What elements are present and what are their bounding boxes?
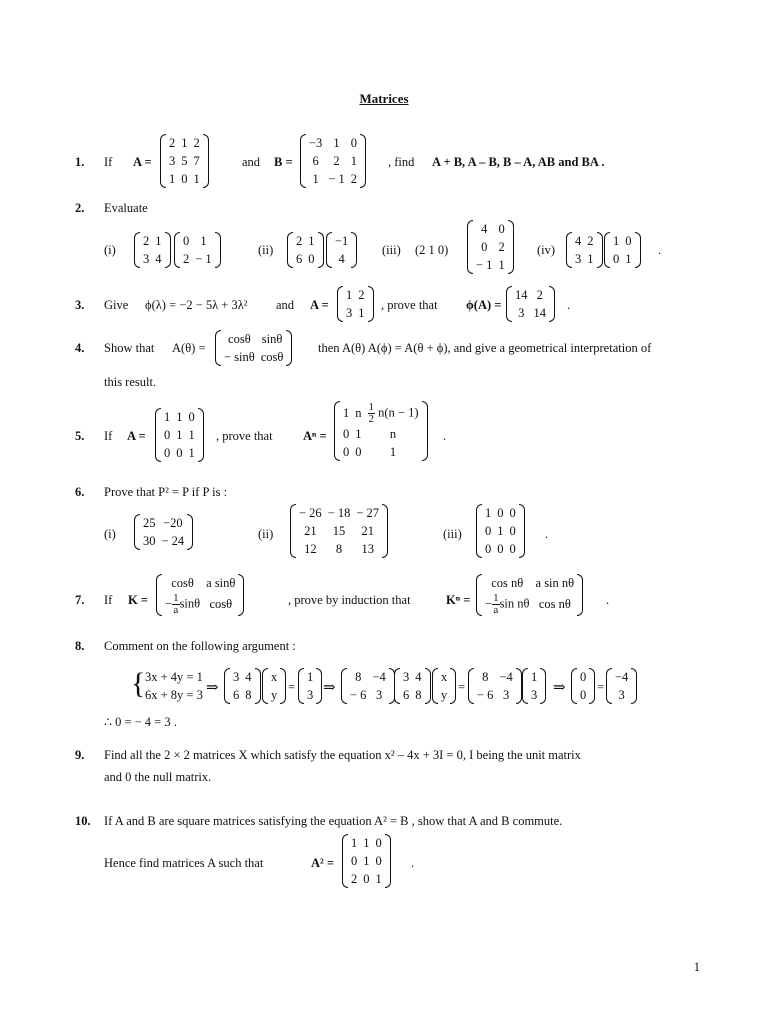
q3-phi-a: ϕ(A) = [466,298,502,312]
q8-vector-43 [606,668,637,704]
q8-zero-vector [571,668,595,704]
matrix-cell: 15 [332,524,346,538]
matrix-cell: 2 [193,136,200,150]
q9-line-1: Find all the 2 × 2 matrices X which satisfy the equation x² – 4x + 3I = 0, I being the unit matrix [104,748,581,762]
q4-rotation-matrix [215,330,292,366]
q1-number: 1. [75,155,85,169]
matrix-cell: 1 [497,524,504,538]
matrix-cell: 1 [155,234,162,248]
matrix-cell: − 6 [350,688,367,702]
q8-matrix-34b [394,668,431,704]
q1-b-label: B = [274,155,293,169]
q8-implies-2: ⇒ [323,680,336,696]
q2-iii-matrix [467,220,514,274]
matrix-cell: 0 [363,872,370,886]
matrix-cell: 1 [181,136,188,150]
matrix-cell: 2 [587,234,594,248]
matrix-cell: −1 [335,234,349,248]
matrix-cell: 4 [245,670,252,684]
matrix-cell: 0 [181,172,188,186]
q4-a-theta: A(θ) = [172,341,206,355]
q2-i-matrix-2 [174,232,221,268]
matrix-cell: 1 [176,428,183,442]
matrix-cell: 0 [176,446,183,460]
q1-find: , find [388,155,415,169]
matrix-cell: 1 [485,506,492,520]
matrix-cell: 1 [613,234,620,248]
matrix-cell: 0 [183,234,190,248]
matrix-cell: 0 [509,506,516,520]
q8-vector-13 [298,668,322,704]
q10-line-1: If A and B are square matrices satisfying the equation A² = B , show that A and B commute. [104,814,563,828]
matrix-cell: − 24 [161,534,185,548]
matrix-cell: 1 [375,872,382,886]
q8-equals-3: = [597,680,605,694]
matrix-cell: 1 [312,172,319,186]
matrix-cell: 1 [333,136,340,150]
matrix-cell: 2 [143,234,150,248]
q1-and: and [242,155,261,169]
matrix-cell: 6 [403,688,410,702]
q8-system-brace: { [131,667,146,700]
matrix-cell: 3 [143,252,150,266]
matrix-cell: 7 [193,154,200,168]
matrix-cell: − 1 [195,252,212,266]
matrix-cell: 1 [531,670,538,684]
q1-matrix-a [160,134,209,188]
q10-matrix [342,834,391,888]
matrix-cell: 3 [575,252,582,266]
q8-implies-3: ⇒ [553,680,566,696]
q7-prove: , prove by induction that [288,593,411,607]
matrix-cell: 1 [188,428,195,442]
q8-implies-1: ⇒ [206,680,219,696]
q8-equation-1: 3x + 4y = 1 [145,670,203,684]
matrix-cell: 0 [580,670,587,684]
q8-vector-13b [522,668,546,704]
q7-k-label: K = [128,593,148,607]
q5-end: . [443,429,447,443]
matrix-cell: 0 [485,542,492,556]
matrix-cell: 2 [536,288,543,302]
q3-matrix-a [337,286,374,322]
q10-a-squared: A² = [311,856,335,870]
matrix-cell: 25 [143,516,156,530]
q8-matrix-8 [341,668,395,704]
matrix-cell: 3 [618,688,625,702]
matrix-cell: y [441,688,448,702]
matrix-cell: 0 [481,240,488,254]
q2-iii-label: (iii) [382,243,401,257]
matrix-cell: 30 [143,534,156,548]
matrix-cell: 4 [338,252,345,266]
page-number: 1 [693,960,700,974]
matrix-cell: 0 [308,252,315,266]
matrix-cell: 2 [183,252,190,266]
q5-if: If [104,429,113,443]
matrix-cell: 0 [497,506,504,520]
matrix-cell: 0 [351,854,358,868]
q8-matrix-34 [224,668,261,704]
matrix-cell: 0 [509,524,516,538]
q5-result-matrix: 1 n $\frac{1}{2}$ n(n − 1) 0 1 n 0 0 1 [334,401,428,461]
matrix-cell: cosθ [228,332,251,346]
matrix-cell: 2 [169,136,176,150]
matrix-cell: 4 [415,670,422,684]
matrix-cell: 8 [482,670,489,684]
q7-k-power-n: Kⁿ = [446,593,471,607]
q6-i-label: (i) [104,527,116,541]
matrix-cell: 1 [350,154,357,168]
matrix-cell: 1 [164,410,171,424]
q3-result-matrix [506,286,555,322]
matrix-cell: 6 [312,154,319,168]
matrix-cell: 3 [375,688,383,702]
matrix-cell: 2 [333,154,340,168]
q10-number: 10. [75,814,91,828]
matrix-cell: 21 [304,524,317,538]
q10-end: . [411,856,415,870]
q7-end: . [606,593,610,607]
q6-text: Prove that P² = P if P is : [104,485,228,499]
q4-number: 4. [75,341,85,355]
q4-continuation: this result. [104,375,157,389]
matrix-cell: 8 [355,670,362,684]
q9-number: 9. [75,748,85,762]
matrix-cell: 2 [498,240,505,254]
q8-equals-2: = [458,680,466,694]
matrix-cell: 2 [358,288,365,302]
q8-matrix-8b [468,668,522,704]
matrix-cell: 0 [497,542,504,556]
q2-i-matrix-1 [134,232,171,268]
matrix-cell: 0 [509,542,516,556]
matrix-cell: 3 [307,688,314,702]
matrix-cell: 1 [188,446,195,460]
matrix-cell: 8 [415,688,422,702]
matrix-cell: 0 [375,836,382,850]
matrix-cell: − 6 [477,688,494,702]
q8-number: 8. [75,639,85,653]
q5-a-power-n: Aⁿ = [303,429,327,443]
matrix-cell: 4 [575,234,582,248]
matrix-cell: 1 [200,234,207,248]
matrix-cell: 1 [346,288,353,302]
matrix-cell: 1 [308,234,315,248]
q9-line-2: and 0 the null matrix. [104,770,212,784]
matrix-cell: y [271,688,278,702]
matrix-cell: 1 [176,410,183,424]
q10-line-2: Hence find matrices A such that [104,856,264,870]
q4-then: then A(θ) A(ϕ) = A(θ + ϕ), and give a geometrical interpretation of [318,341,652,355]
q6-matrix-3 [476,504,525,558]
matrix-cell: 14 [533,306,546,320]
q8-equals-1: = [288,680,296,694]
matrix-cell: 0 [164,446,171,460]
q3-phi-definition: ϕ(λ) = −2 − 5λ + 3λ² [145,298,248,312]
q2-iv-matrix-1 [566,232,603,268]
matrix-cell: x [441,670,448,684]
q3-a-label: A = [310,298,329,312]
q3-end: . [567,298,571,312]
matrix-cell: 4 [155,252,162,266]
q1-matrix-b [300,134,366,188]
matrix-cell: 4 [481,222,488,236]
page-title: Matrices [359,91,409,106]
matrix-cell: 0 [613,252,620,266]
matrix-cell: − 27 [356,506,380,520]
matrix-cell: 8 [335,542,343,556]
q8-vector-xy [262,668,286,704]
q5-a-label: A = [127,429,146,443]
q7-if: If [104,593,113,607]
q5-number: 5. [75,429,85,443]
matrix-cell: 0 [580,688,587,702]
q5-matrix-a [155,408,204,462]
q1-a-label: A = [133,155,152,169]
matrix-cell: 1 [358,306,365,320]
q2-text: Evaluate [104,201,148,215]
matrix-cell: −3 [309,136,323,150]
matrix-cell: 5 [181,154,188,168]
matrix-cell: 3 [502,688,510,702]
q4-show: Show that [104,341,155,355]
q2-number: 2. [75,201,85,215]
matrix-cell: − sinθ [224,350,255,364]
q3-prove: , prove that [381,298,438,312]
q2-i-label: (i) [104,243,116,257]
matrix-cell: 1 [193,172,200,186]
matrix-cell: 3 [531,688,538,702]
matrix-cell: 1 [169,172,176,186]
matrix-cell: 0 [188,410,195,424]
matrix-cell: 3 [169,154,176,168]
q1-if: If [104,155,113,169]
q2-iv-matrix-2 [604,232,641,268]
matrix-cell: 1 [307,670,314,684]
matrix-cell: 21 [361,524,374,538]
q3-and: and [276,298,295,312]
q6-matrix-2 [290,504,388,558]
matrix-cell: sinθ [261,332,283,346]
q7-result-matrix: cos nθ a sin nθ − $\frac{1}{a}$ sin nθ cos nθ [476,574,583,616]
matrix-cell: 0 [498,222,505,236]
q3-give: Give [104,298,129,312]
matrix-cell: − 1 [328,172,345,186]
matrix-cell: 3 [346,306,353,320]
q6-end: . [545,527,549,541]
matrix-cell: −4 [499,670,513,684]
matrix-cell: 0 [350,136,357,150]
matrix-cell: x [271,670,278,684]
matrix-cell: 1 [587,252,594,266]
q5-prove: , prove that [216,429,273,443]
matrix-cell: − 18 [327,506,351,520]
matrix-cell: 6 [233,688,240,702]
q2-ii-label: (ii) [258,243,274,257]
matrix-cell: 3 [403,670,410,684]
q1-operations: A + B, A – B, B – A, AB and BA . [432,155,605,169]
matrix-cell: 14 [515,288,528,302]
q8-equation-2: 6x + 8y = 3 [145,688,203,702]
q2-end: . [658,243,662,257]
matrix-cell: 2 [296,234,303,248]
matrix-cell: 3 [518,306,525,320]
q2-iv-label: (iv) [537,243,556,257]
matrix-cell: −20 [163,516,183,530]
matrix-cell: 0 [485,524,492,538]
matrix-cell: 1 [351,836,358,850]
matrix-cell: 1 [363,854,370,868]
q2-iii-row-vector: (2 1 0) [415,243,449,257]
q2-ii-matrix-2 [326,232,357,268]
matrix-cell: − 1 [476,258,493,272]
q7-matrix-k: cosθ a sinθ − $\frac{1}{a}$ sinθ cosθ [156,574,244,616]
matrix-cell: 1 [363,836,370,850]
matrix-cell: 0 [375,854,382,868]
matrix-cell: 13 [361,542,374,556]
matrix-cell: − 26 [299,506,322,520]
q8-text: Comment on the following argument : [104,639,296,653]
matrix-cell: cosθ [260,350,284,364]
q6-matrix-1 [134,514,193,550]
matrix-cell: 2 [351,872,358,886]
q6-number: 6. [75,485,85,499]
q6-ii-label: (ii) [258,527,274,541]
matrix-cell: 2 [350,172,357,186]
matrix-cell: 3 [233,670,240,684]
q2-ii-matrix-1 [287,232,324,268]
matrix-cell: 0 [164,428,171,442]
matrix-cell: −4 [372,670,386,684]
q7-number: 7. [75,593,85,607]
q3-number: 3. [75,298,85,312]
matrix-cell: −4 [615,670,629,684]
matrix-cell: 6 [296,252,303,266]
matrix-cell: 1 [625,252,632,266]
matrix-cell: 8 [245,688,252,702]
matrix-cell: 0 [625,234,632,248]
q8-conclusion: ∴ 0 = − 4 = 3 . [104,715,177,729]
matrix-cell: 12 [304,542,317,556]
q8-vector-xy-b [432,668,456,704]
q6-iii-label: (iii) [443,527,462,541]
matrix-cell: 1 [498,258,505,272]
